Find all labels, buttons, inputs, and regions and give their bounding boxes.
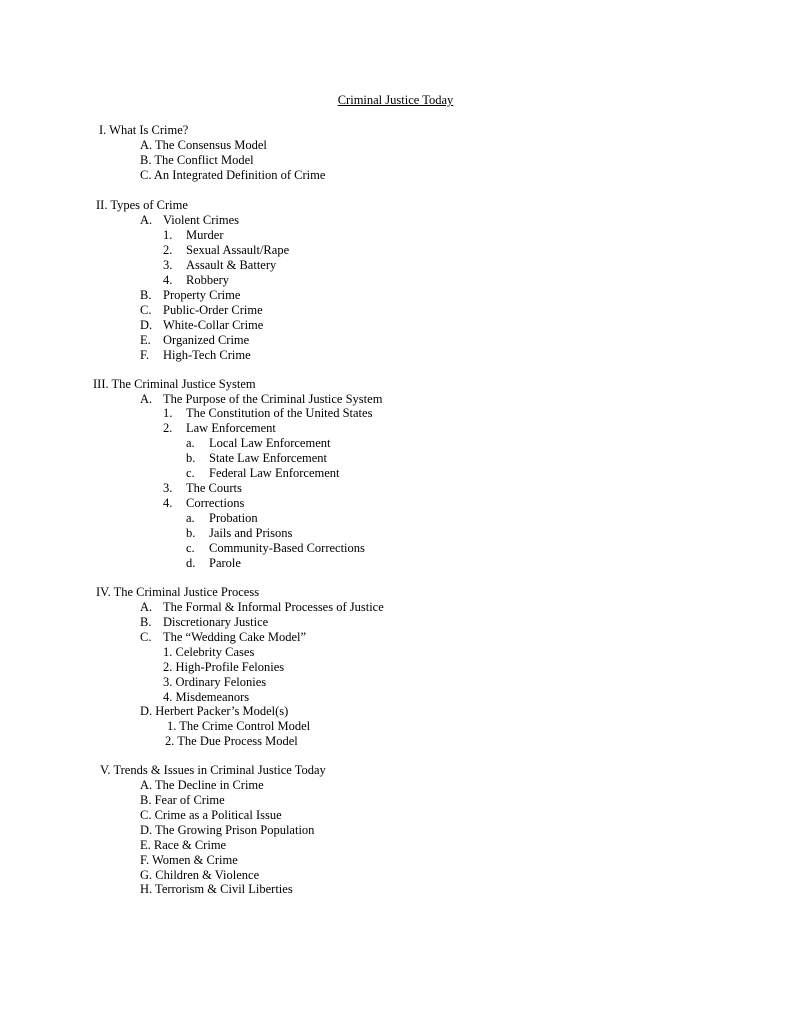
outline-item (140, 392, 382, 407)
item-marker: A. (140, 213, 153, 227)
item-marker: 3. (163, 481, 173, 495)
item-marker: C. (140, 303, 152, 317)
item-text: The Formal & Informal Processes of Justice (163, 600, 384, 614)
section-heading: II. Types of Crime (96, 198, 188, 212)
item-marker: 4. (163, 273, 173, 287)
item-text: Parole (209, 556, 241, 570)
outline-item (140, 333, 249, 348)
outline-item (140, 303, 263, 318)
outline-item (140, 615, 268, 630)
item-text: White-Collar Crime (163, 318, 264, 332)
item-text: Federal Law Enforcement (209, 466, 340, 480)
outline-subitem (163, 273, 229, 288)
outline-subitem (163, 258, 276, 273)
item-text: The Courts (186, 481, 242, 495)
item-text: Probation (209, 511, 258, 525)
outline-subitem: 1. The Crime Control Model (167, 719, 311, 733)
item-text: Sexual Assault/Rape (186, 243, 290, 257)
outline-item: D. Herbert Packer’s Model(s) (140, 704, 289, 718)
outline-subitem (163, 228, 224, 243)
item-text: The Constitution of the United States (186, 406, 373, 420)
section-heading: I. What Is Crime? (99, 123, 189, 137)
outline-subsubitem (186, 541, 365, 556)
outline-subitem: 1. Celebrity Cases (163, 645, 255, 659)
item-marker: b. (186, 526, 196, 540)
outline-subsubitem (186, 511, 258, 526)
item-marker: c. (186, 466, 195, 480)
item-text: State Law Enforcement (209, 451, 328, 465)
outline-item: A. The Decline in Crime (140, 778, 264, 792)
item-marker: F. (140, 348, 150, 362)
page-title: Criminal Justice Today (337, 93, 454, 107)
section-heading: III. The Criminal Justice System (93, 377, 256, 391)
item-text: Public-Order Crime (163, 303, 263, 317)
item-text: Organized Crime (163, 333, 250, 347)
item-text: High-Tech Crime (163, 348, 251, 362)
outline-item: G. Children & Violence (140, 868, 260, 882)
item-text: Community-Based Corrections (209, 541, 365, 555)
item-marker: 1. (163, 406, 173, 420)
item-text: Violent Crimes (163, 213, 239, 227)
item-marker: B. (140, 615, 152, 629)
outline-item: B. Fear of Crime (140, 793, 225, 807)
item-text: The “Wedding Cake Model” (163, 630, 307, 644)
outline-item: D. The Growing Prison Population (140, 823, 315, 837)
item-text: Murder (186, 228, 224, 242)
item-marker: b. (186, 451, 196, 465)
outline-item: F. Women & Crime (140, 853, 238, 867)
item-marker: 2. (163, 421, 173, 435)
outline-subitem (163, 406, 372, 421)
item-text: Corrections (186, 496, 245, 510)
outline-subsubitem (186, 436, 330, 451)
outline-item (140, 213, 239, 228)
item-marker: A. (140, 392, 153, 406)
outline-item: A. The Consensus Model (140, 138, 267, 152)
outline-item: H. Terrorism & Civil Liberties (140, 882, 293, 896)
item-marker: 1. (163, 228, 173, 242)
item-marker: A. (140, 600, 153, 614)
item-marker: c. (186, 541, 195, 555)
outline-subitem: 2. The Due Process Model (165, 734, 298, 748)
item-marker: a. (186, 436, 195, 450)
outline-subsubitem (186, 526, 292, 541)
item-marker: 2. (163, 243, 173, 257)
outline-subitem (163, 496, 244, 511)
item-marker: C. (140, 630, 152, 644)
outline-item (140, 318, 263, 333)
outline-item (140, 630, 306, 645)
item-text: Assault & Battery (186, 258, 277, 272)
item-text: Jails and Prisons (209, 526, 293, 540)
item-marker: d. (186, 556, 196, 570)
outline-item: C. An Integrated Definition of Crime (140, 168, 326, 182)
item-marker: D. (140, 318, 153, 332)
outline-subitem: 2. High-Profile Felonies (163, 660, 285, 674)
item-marker: 4. (163, 496, 173, 510)
item-marker: a. (186, 511, 195, 525)
section-heading: V. Trends & Issues in Criminal Justice Today (100, 763, 326, 777)
section-heading: IV. The Criminal Justice Process (96, 585, 260, 599)
outline-subitem: 3. Ordinary Felonies (163, 675, 267, 689)
item-text: Property Crime (163, 288, 241, 302)
outline-item (140, 600, 384, 615)
item-text: The Purpose of the Criminal Justice System (163, 392, 383, 406)
outline-subsubitem (186, 466, 340, 481)
outline-subitem (163, 481, 242, 496)
item-marker: 3. (163, 258, 173, 272)
outline-item (140, 288, 240, 303)
outline-item: B. The Conflict Model (140, 153, 254, 167)
item-text: Local Law Enforcement (209, 436, 331, 450)
outline-subsubitem (186, 556, 241, 571)
outline-item: E. Race & Crime (140, 838, 227, 852)
outline-subitem (163, 421, 276, 436)
item-text: Robbery (186, 273, 230, 287)
item-marker: B. (140, 288, 152, 302)
outline-subsubitem (186, 451, 327, 466)
outline-item: C. Crime as a Political Issue (140, 808, 282, 822)
item-marker: E. (140, 333, 151, 347)
outline-item (140, 348, 251, 363)
outline-subitem (163, 243, 289, 258)
item-text: Discretionary Justice (163, 615, 269, 629)
outline-subitem: 4. Misdemeanors (163, 690, 250, 704)
item-text: Law Enforcement (186, 421, 276, 435)
